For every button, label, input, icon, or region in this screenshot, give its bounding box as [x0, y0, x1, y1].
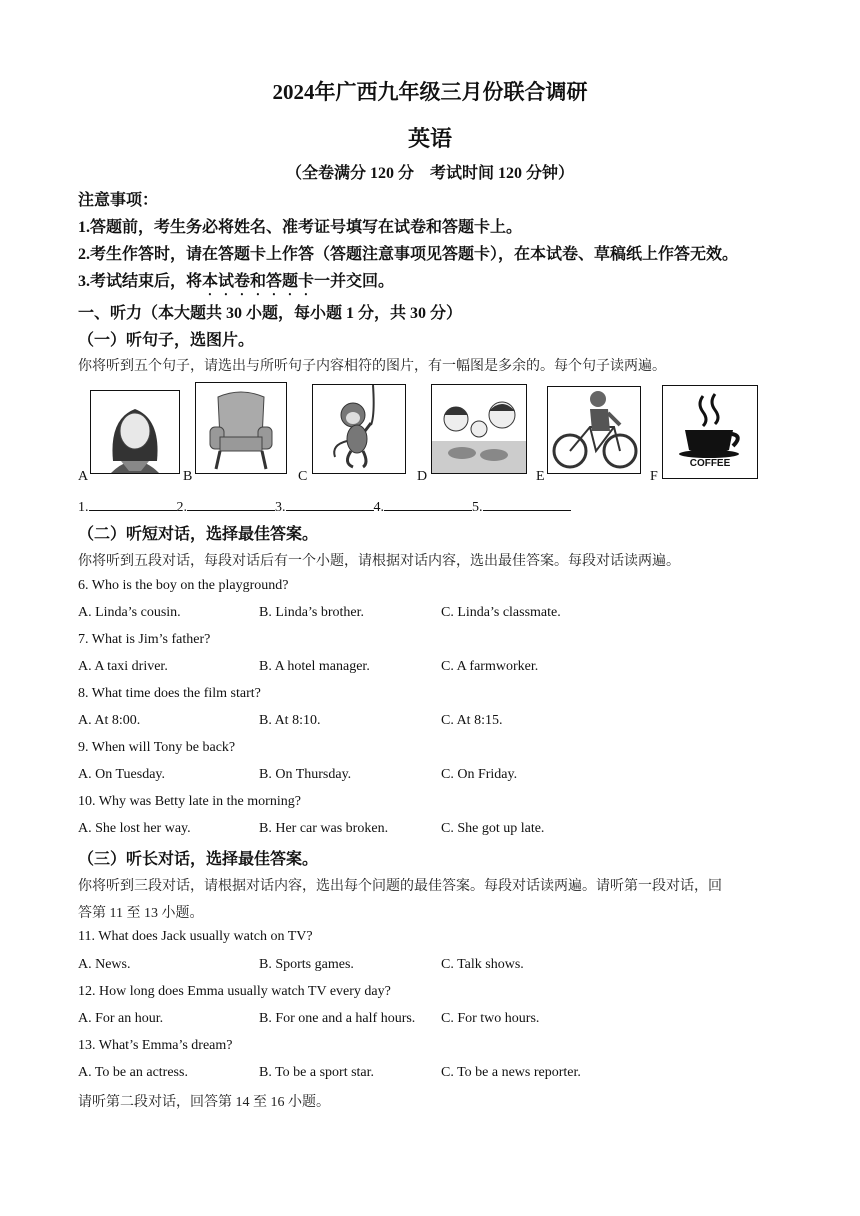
option-11b[interactable]: B. Sports games.: [259, 957, 354, 972]
option-9a[interactable]: A. On Tuesday.: [78, 767, 165, 782]
option-10b[interactable]: B. Her car was broken.: [259, 821, 389, 836]
subject-title: 英语: [407, 126, 452, 151]
answer-blank[interactable]: [483, 496, 571, 511]
notice-item-1: 1.答题前，考生务必将姓名、准考证号填写在试卷和答题卡上。: [78, 219, 523, 236]
question-11: 11. What does Jack usually watch on TV?: [78, 929, 313, 944]
blank-label-1: 1.: [78, 500, 89, 515]
option-7b[interactable]: B. A hotel manager.: [259, 659, 370, 674]
option-13b[interactable]: B. To be a sport star.: [259, 1065, 375, 1080]
question-8: 8. What time does the film start?: [78, 686, 261, 701]
option-13c[interactable]: C. To be a news reporter.: [441, 1065, 581, 1080]
option-8c[interactable]: C. At 8:15.: [441, 713, 503, 728]
coffee-text: COFFEE: [689, 458, 731, 469]
answer-blanks: [78, 496, 571, 516]
picture-f-coffee: [662, 385, 758, 479]
picture-label-a: A: [78, 469, 89, 484]
question-12: 12. How long does Emma usually watch TV every day?: [78, 984, 391, 999]
option-6b[interactable]: B. Linda’s brother.: [259, 605, 364, 620]
picture-c-monkey: [312, 384, 406, 474]
option-12a[interactable]: A. For an hour.: [78, 1011, 164, 1026]
option-10c[interactable]: C. She got up late.: [441, 821, 545, 836]
question-7: 7. What is Jim’s father?: [78, 632, 211, 647]
option-11c[interactable]: C. Talk shows.: [441, 957, 524, 972]
option-13a[interactable]: A. To be an actress.: [78, 1065, 188, 1080]
notice-item-2: 2.考生作答时，请在答题卡上作答（答题注意事项见答题卡），在本试卷、草稿纸上作答无效。: [78, 246, 739, 263]
question-6: 6. Who is the boy on the playground?: [78, 578, 289, 593]
part3-title: （三）听长对话，选择最佳答案。: [78, 851, 319, 868]
option-9c[interactable]: C. On Friday.: [441, 767, 518, 782]
answer-blank[interactable]: [187, 496, 275, 511]
question-10: 10. Why was Betty late in the morning?: [78, 794, 301, 809]
picture-b-armchair: [195, 382, 287, 474]
option-6a[interactable]: A. Linda’s cousin.: [78, 605, 181, 620]
part1-instruction: 你将听到五个句子，请选出与所听句子内容相符的图片，有一幅图是多余的。每个句子读两遍。: [78, 359, 666, 374]
picture-e-cyclist: [547, 386, 641, 474]
picture-a-woman: [90, 390, 180, 474]
option-8a[interactable]: A. At 8:00.: [78, 713, 141, 728]
answer-blank[interactable]: [89, 496, 177, 511]
blank-label-5: 5.: [472, 500, 483, 515]
option-9b[interactable]: B. On Thursday.: [259, 767, 352, 782]
picture-label-d: D: [417, 469, 428, 484]
part2-title: （二）听短对话，选择最佳答案。: [78, 526, 319, 543]
blank-label-2: 2.: [176, 500, 187, 515]
notice-item-3-pre: 3.考试结束后，将: [78, 273, 203, 290]
option-7a[interactable]: A. A taxi driver.: [78, 659, 168, 674]
picture-label-e: E: [536, 469, 545, 484]
blank-label-4: 4.: [373, 500, 384, 515]
blank-label-3: 3.: [275, 500, 286, 515]
picture-label-b: B: [183, 469, 193, 484]
part3-instruction-line2: 答第 11 至 13 小题。: [78, 906, 204, 921]
question-13: 13. What’s Emma’s dream?: [78, 1038, 233, 1053]
exam-info: （全卷满分 120 分 考试时间 120 分钟）: [285, 165, 574, 182]
picture-label-f: F: [650, 469, 658, 484]
picture-d-family-dinner: [431, 384, 527, 474]
part2-instruction: 你将听到五段对话，每段对话后有一个小题，请根据对话内容，选出最佳答案。每段对话读两遍。: [78, 554, 680, 569]
notice-item-3-emphasis: 本试卷和答题卡: [202, 273, 315, 290]
part1-title: （一）听句子，选图片。: [78, 332, 255, 349]
notice-heading: 注意事项：: [78, 192, 159, 209]
option-12c[interactable]: C. For two hours.: [441, 1011, 540, 1026]
option-10a[interactable]: A. She lost her way.: [78, 821, 191, 836]
option-12b[interactable]: B. For one and a half hours.: [259, 1011, 416, 1026]
exam-title: 2024年广西九年级三月份联合调研: [272, 80, 588, 104]
notice-item-3: [78, 268, 394, 299]
option-7c[interactable]: C. A farmworker.: [441, 659, 539, 674]
option-11a[interactable]: A. News.: [78, 957, 131, 972]
question-9: 9. When will Tony be back?: [78, 740, 236, 755]
answer-blank[interactable]: [286, 496, 374, 511]
answer-blank[interactable]: [384, 496, 472, 511]
option-8b[interactable]: B. At 8:10.: [259, 713, 321, 728]
section-listening-title: 一、听力（本大题共 30 小题，每小题 1 分，共 30 分）: [78, 305, 463, 322]
option-6c[interactable]: C. Linda’s classmate.: [441, 605, 561, 620]
part3-instruction-line1: 你将听到三段对话，请根据对话内容，选出每个问题的最佳答案。每段对话读两遍。请听第一段对话，回: [78, 879, 722, 894]
picture-label-c: C: [298, 469, 308, 484]
part3-next-instruction: 请听第二段对话，回答第 14 至 16 小题。: [78, 1095, 330, 1110]
notice-item-3-post: 一并交回。: [314, 273, 395, 290]
